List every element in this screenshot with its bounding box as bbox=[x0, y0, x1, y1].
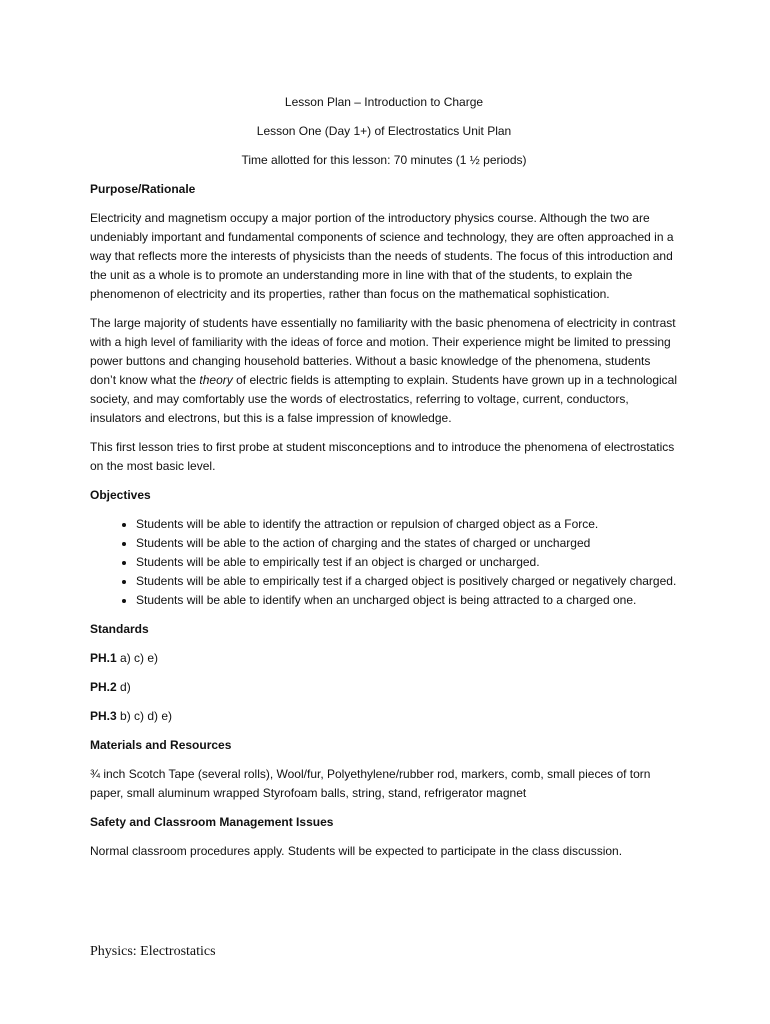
standard-code: PH.2 bbox=[90, 680, 117, 694]
purpose-p2-end: of electric fields is attempting to explain. Students have grown up in a technological society, and may comfortably use the words of electrostatics, referring to voltage, current, conductors, insulators and electrons, but this is a false impression of knowledge. bbox=[90, 373, 678, 425]
materials-heading: Materials and Resources bbox=[90, 738, 232, 752]
purpose-p2-start: The large majority of students have essentially no familiarity with the basic phenomena of electricity in contrast with a high level of familiarity with the ideas of force and motion. Their experience might be limited to pressing power buttons and changing household batteries. Without a basic knowledge of the phenomena, students don’t know what the bbox=[90, 316, 676, 387]
standard-parts: d) bbox=[116, 680, 131, 694]
standard-item bbox=[90, 707, 678, 726]
materials-text: ¾ inch Scotch Tape (several rolls), Wool/fur, Polyethylene/rubber rod, markers, comb, small pieces of torn paper, small aluminum wrapped Styrofoam balls, string, stand, refrigerator magnet bbox=[90, 767, 651, 800]
objective-item: • Students will be able to empirically test if an object is charged or uncharged. bbox=[136, 553, 678, 572]
time-allotted: Time allotted for this lesson: 70 minutes (1 ½ periods) bbox=[241, 153, 527, 167]
purpose-paragraph-2 bbox=[90, 314, 678, 428]
safety-heading: Safety and Classroom Management Issues bbox=[90, 815, 334, 829]
objective-item: • Students will be able to empirically test if a charged object is positively charged or negatively charged. bbox=[136, 572, 678, 591]
purpose-p2-emphasis: theory bbox=[199, 373, 233, 387]
objectives-list bbox=[90, 515, 678, 610]
purpose-paragraph-3: This first lesson tries to first probe at student misconceptions and to introduce the phenomena of electrostatics on the most basic level. bbox=[90, 440, 675, 473]
objective-item: • Students will be able to identify when an uncharged object is being attracted to a charged one. bbox=[136, 591, 678, 610]
standard-parts: b) c) d) e) bbox=[116, 709, 173, 723]
objective-item: • Students will be able to the action of charging and the states of charged or uncharged bbox=[136, 534, 678, 553]
lesson-subtitle: Lesson One (Day 1+) of Electrostatics Unit Plan bbox=[256, 124, 512, 138]
standard-item bbox=[90, 649, 678, 668]
lesson-title: Lesson Plan – Introduction to Charge bbox=[284, 95, 484, 109]
standard-parts: a) c) e) bbox=[116, 651, 159, 665]
purpose-paragraph-1: Electricity and magnetism occupy a major portion of the introductory physics course. Although the two are undeniably important and fundamental components of science and technology, they are often approached in a way that reflects more the interests of physicists than the needs of students. The focus of this introduction and the unit as a whole is to promote an understanding more in line with that of the students, to explain the phenomenon of electricity and its properties, rather than focus on the mathematical sophistication. bbox=[90, 211, 674, 301]
objectives-heading: Objectives bbox=[90, 488, 151, 502]
purpose-heading: Purpose/Rationale bbox=[90, 182, 196, 196]
safety-text: Normal classroom procedures apply. Students will be expected to participate in the class discussion. bbox=[90, 844, 623, 858]
standard-code: PH.3 bbox=[90, 709, 117, 723]
objective-item: • Students will be able to identify the attraction or repulsion of charged object as a Force. bbox=[136, 515, 678, 534]
page-footer: Physics: Electrostatics bbox=[90, 944, 216, 959]
standard-item bbox=[90, 678, 678, 697]
document-body bbox=[90, 93, 678, 871]
standards-heading: Standards bbox=[90, 622, 149, 636]
standard-code: PH.1 bbox=[90, 651, 117, 665]
